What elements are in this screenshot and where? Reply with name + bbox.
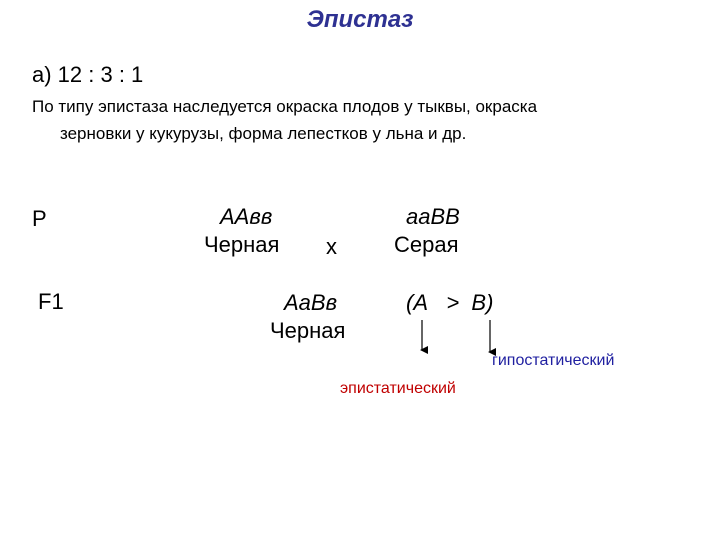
description-line-2: зерновки у кукурузы, форма лепестков у льна и др. [60, 124, 467, 143]
p-label: P [32, 206, 47, 231]
offspring-genotype: АаВв [284, 290, 338, 315]
ratio-line: а) 12 : 3 : 1 [32, 62, 144, 87]
page-title: Эпистаз [306, 6, 414, 33]
parent2-genotype: ааВВ [406, 204, 460, 229]
description-line-1: По типу эпистаза наследуется окраска плодов у тыквы, окраска [32, 97, 538, 116]
parent1-genotype: AАвв [220, 204, 273, 229]
dominance-relation: (А > В) [406, 290, 494, 315]
cross-sign: x [326, 234, 337, 259]
f1-label: F1 [38, 289, 64, 314]
offspring-phenotype: Черная [270, 318, 346, 343]
hypostatic-label: гипостатический [492, 352, 615, 369]
parent2-phenotype: Серая [394, 232, 459, 257]
epistatic-label: эпистатический [340, 380, 456, 397]
parent1-phenotype: Черная [204, 232, 280, 257]
